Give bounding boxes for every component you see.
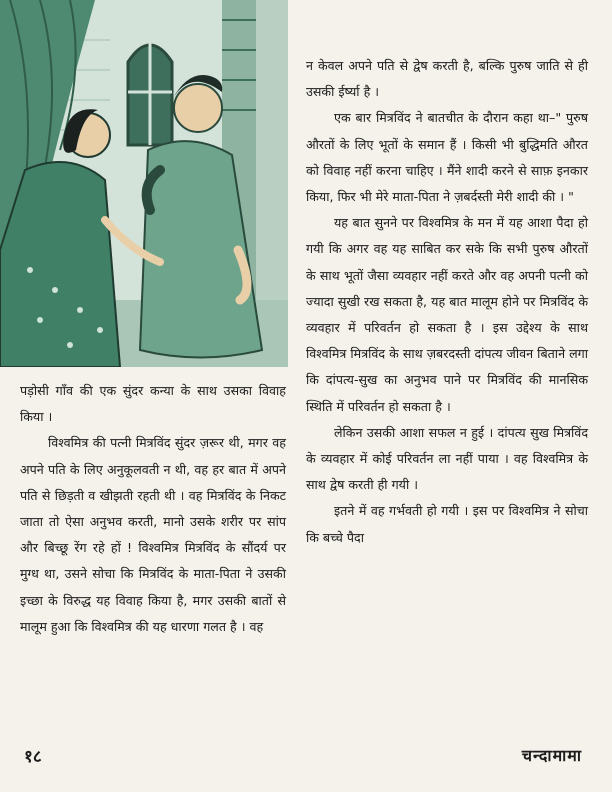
illustration-couple-arguing-icon — [0, 0, 288, 367]
paragraph: इतने में वह गर्भवती हो गयी । इस पर विश्वमित्र ने सोचा कि बच्चे पैदा — [306, 503, 588, 545]
paragraph: लेकिन उसकी आशा सफल न हुई । दांपत्य सुख मित्रविंद के व्यवहार में कोई परिवर्तन ला नहीं पाया । वह विश्वमित्र के साथ द्वेष करती ही गयी । — [306, 424, 588, 493]
paragraph: न केवल अपने पति से द्वेष करती है, बल्कि पुरुष जाति से ही उसकी ईर्ष्या है । — [306, 58, 588, 100]
paragraph: विश्वमित्र की पत्नी मित्रविंद सुंदर ज़रूर थी, मगर वह अपने पति के लिए अनुकूलवती न थी, वह हर बात में अपने पति से छिड़ती व खीझती रहती थी । वह मित्रविंद के निकट जाता तो ऐसा अनुभव करती, मानो उसके शरीर पर सांप और बिच्छू रेंग रहे हों ! विश्वमित्र मित्रविंद के सौंदर्य पर मुग्ध था, उसने सोचा कि मित्रविंद के माता-पिता ने उसकी इच्छा के विरुद्ध यह विवाह किया है, मगर उसकी बातों से मालूम हुआ कि विश्वमित्र की यह धारणा गलत है । वह — [20, 435, 286, 634]
paragraph: एक बार मित्रविंद ने बातचीत के दौरान कहा था–" पुरुष औरतों के लिए भूतों के समान हैं । किसी भी बुद्धिमति औरत को विवाह नहीं करना चाहिए । मैंने शादी करने से साफ़ इनकार किया, फिर भी मेरे माता-पिता ने ज़बर्दस्ती मेरी शादी की । " — [306, 110, 588, 205]
right-text-column — [306, 53, 588, 551]
paragraph: यह बात सुनने पर विश्वमित्र के मन में यह आशा पैदा हो गयी कि अगर वह यह साबित कर सके कि सभी पुरुष औरतों के साथ भूतों जैसा व्यवहार नहीं करते और वह अपनी पत्नी को ज्यादा सुखी रख सकता है, यह बात मालूम होने पर मित्रविंद के व्यवहार में परिवर्तन हो सकता है । इस उद्देश्य के साथ विश्वमित्र मित्रविंद के साथ ज़बरदस्ती दांपत्य जीवन बिताने लगा कि दांपत्य-सुख का अनुभव पाने पर मित्रविंद की मानसिक स्थिति में परिवर्तन हो सकता है । — [306, 215, 588, 414]
page-number: १८ — [24, 747, 42, 767]
paragraph: पड़ोसी गाँव की एक सुंदर कन्या के साथ उसका विवाह किया । — [20, 383, 286, 425]
left-text-column — [20, 378, 286, 640]
story-illustration — [0, 0, 288, 367]
magazine-name: चन्दामामा — [521, 746, 582, 765]
